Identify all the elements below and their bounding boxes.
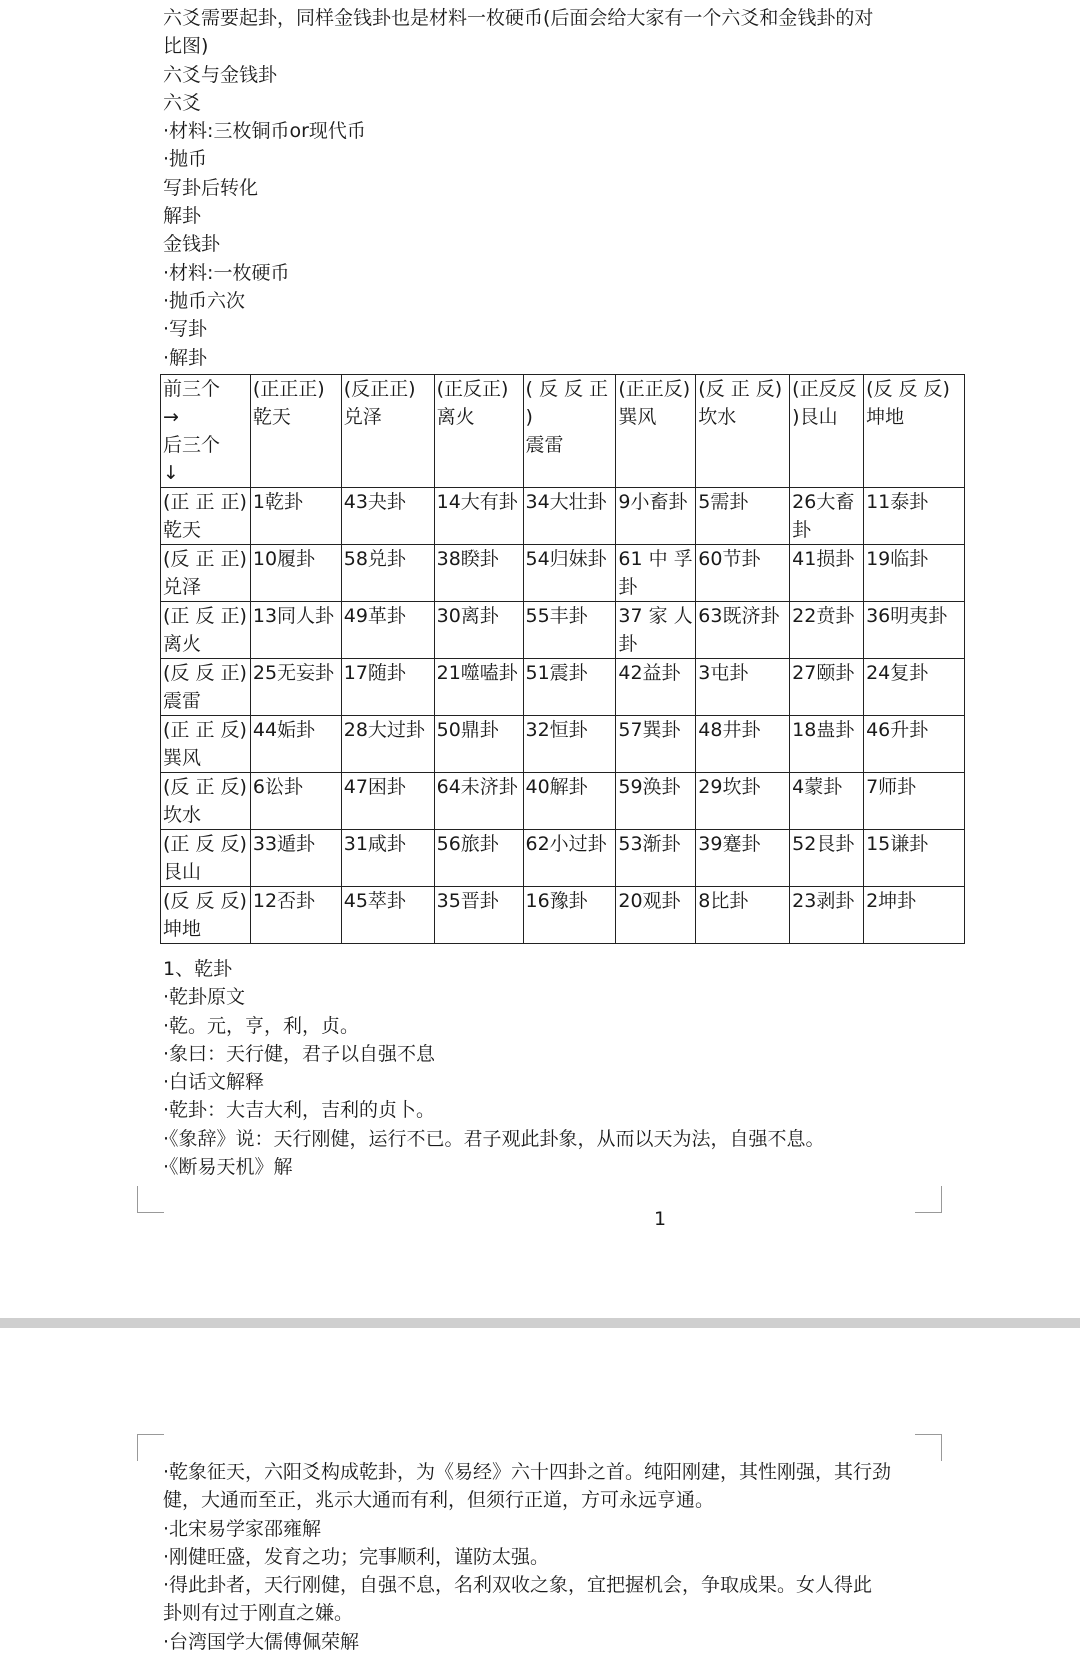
cell-text-line: 7师卦	[866, 776, 917, 798]
cell-text-line: 兑泽	[163, 576, 202, 598]
cell-text-line: 1乾卦	[252, 491, 303, 513]
table-cell	[864, 659, 965, 716]
cell-text-line: 22贲卦	[792, 605, 855, 627]
table-row	[161, 716, 965, 773]
cell-text-line: 3屯卦	[698, 662, 749, 684]
cell-text-line: 坎水	[698, 406, 737, 428]
cell-text-line: 8比卦	[698, 890, 749, 912]
cell-text-line: (正 反 正)	[163, 605, 247, 627]
text-line: ·《象辞》说：天行刚健，运行不已。君子观此卦象，从而以天为法，自强不息。	[163, 1127, 825, 1150]
margin-corner-mark	[915, 1186, 942, 1213]
margin-corner-mark	[137, 1434, 164, 1461]
cell-text-line: 53渐卦	[618, 833, 681, 855]
table-cell	[250, 716, 341, 773]
table-row-header-cell	[161, 375, 251, 488]
table-cell	[790, 488, 864, 545]
table-cell	[523, 716, 616, 773]
intro-text	[163, 4, 923, 372]
cell-text-line: (反 正 反)	[163, 776, 247, 798]
table-row	[161, 488, 965, 545]
table-header-cell	[864, 375, 965, 488]
margin-corner-mark	[137, 1186, 164, 1213]
table-header-cell	[696, 375, 790, 488]
table-row	[161, 887, 965, 944]
table-header-cell	[250, 375, 341, 488]
table-cell	[434, 773, 523, 830]
cell-text-line: 艮山	[163, 861, 202, 883]
table-row-header-cell	[161, 716, 251, 773]
cell-text-line: (反 正 反)	[698, 378, 783, 400]
table-cell	[523, 602, 616, 659]
cell-text-line: 11泰卦	[866, 491, 929, 513]
table-cell	[616, 773, 696, 830]
hexagram-table	[160, 374, 965, 944]
cell-text-line: (反正正)	[343, 378, 416, 400]
section-heading: 1、乾卦	[163, 958, 233, 980]
table-cell	[864, 773, 965, 830]
cell-text-line: 29坎卦	[698, 776, 761, 798]
cell-text-line: 14大有卦	[436, 491, 518, 513]
cell-text-line: 乾天	[163, 519, 202, 541]
cell-text-line: 30离卦	[436, 605, 499, 627]
text-line: ·北宋易学家邵雍解	[163, 1517, 322, 1540]
table-row	[161, 773, 965, 830]
table-cell	[434, 602, 523, 659]
table-cell	[790, 659, 864, 716]
cell-text-line: 坤地	[163, 918, 202, 940]
table-cell	[341, 887, 434, 944]
text-line: 解卦	[163, 205, 202, 228]
table-cell	[523, 830, 616, 887]
cell-text-line: 6讼卦	[252, 776, 303, 798]
table-cell	[616, 716, 696, 773]
table-cell	[864, 488, 965, 545]
text-line: 金钱卦	[163, 233, 221, 256]
cell-text-line: 41损卦	[792, 548, 855, 570]
table-cell	[790, 887, 864, 944]
cell-text-line: 42益卦	[618, 662, 681, 684]
cell-text-line: 55丰卦	[525, 605, 588, 627]
table-cell	[250, 488, 341, 545]
table-cell	[864, 830, 965, 887]
cell-text-line: 38睽卦	[436, 548, 499, 570]
cell-text-line: 51震卦	[525, 662, 588, 684]
cell-text-line: 62小过卦	[525, 833, 607, 855]
table-cell	[250, 830, 341, 887]
text-line: ·解卦	[163, 346, 208, 369]
cell-text-line: 23剥卦	[792, 890, 855, 912]
text-line: ·材料:三枚铜币or现代币	[163, 120, 366, 143]
table-cell	[434, 659, 523, 716]
cell-text-line: 巽风	[163, 747, 202, 769]
cell-text-line: ( 反 反 正	[525, 378, 609, 400]
table-cell	[434, 830, 523, 887]
cell-text-line: 兑泽	[343, 406, 382, 428]
cell-text-line: 61 中 孚	[618, 548, 693, 570]
text-line: 写卦后转化	[163, 176, 259, 199]
text-line: ·材料:一枚硬币	[163, 261, 290, 284]
cell-text-line: 40解卦	[525, 776, 588, 798]
cell-text-line: 后三个	[163, 434, 221, 456]
table-cell	[523, 545, 616, 602]
cell-text-line: 46升卦	[866, 719, 929, 741]
cell-text-line: 震雷	[163, 690, 202, 712]
cell-text-line: 45萃卦	[343, 890, 406, 912]
table-cell	[790, 545, 864, 602]
table-cell	[250, 545, 341, 602]
cell-text-line: 21噬嗑卦	[436, 662, 518, 684]
table-cell	[250, 659, 341, 716]
table-cell	[250, 887, 341, 944]
table-cell	[864, 545, 965, 602]
cell-text-line: 19临卦	[866, 548, 929, 570]
cell-text-line: 坤地	[866, 406, 905, 428]
table-cell	[434, 716, 523, 773]
table-cell	[616, 659, 696, 716]
text-line: ·台湾国学大儒傅佩荣解	[163, 1630, 360, 1653]
table-cell	[616, 830, 696, 887]
text-line: ·乾卦：大吉大利，吉利的贞卜。	[163, 1099, 436, 1122]
table-cell	[341, 545, 434, 602]
text-line: ·乾。元，亨，利，贞。	[163, 1014, 360, 1037]
cell-text-line: 33遁卦	[252, 833, 316, 855]
table-cell	[434, 545, 523, 602]
cell-text-line: 52艮卦	[792, 833, 855, 855]
cell-text-line: 4蒙卦	[792, 776, 843, 798]
cell-text-line: (正正正)	[252, 378, 325, 400]
table-cell	[341, 488, 434, 545]
table-row-header-cell	[161, 488, 251, 545]
table-cell	[790, 830, 864, 887]
cell-text-line: 2坤卦	[866, 890, 917, 912]
table-cell	[434, 887, 523, 944]
text-line: ·抛币六次	[163, 289, 246, 312]
text-line: ·得此卦者，天行刚健，自强不息，名利双收之象，宜把握机会，争取成果。女人得此	[163, 1574, 873, 1597]
table-row-header-cell	[161, 887, 251, 944]
table-cell	[341, 773, 434, 830]
table-cell	[696, 545, 790, 602]
document-page-2	[0, 1328, 1080, 1656]
margin-corner-mark	[915, 1434, 942, 1461]
text-line: 比图)	[163, 35, 209, 58]
table-cell	[434, 488, 523, 545]
table-cell	[696, 659, 790, 716]
table-cell	[696, 488, 790, 545]
table-cell	[696, 830, 790, 887]
cell-text-line: 39蹇卦	[698, 833, 761, 855]
table-cell	[696, 602, 790, 659]
cell-text-line: (正 正 正)	[163, 491, 247, 513]
table-header-cell	[434, 375, 523, 488]
cell-text-line: 卦	[618, 576, 638, 598]
cell-text-line: 56旅卦	[436, 833, 499, 855]
table-cell	[523, 773, 616, 830]
cell-text-line: (正 正 反)	[163, 719, 247, 741]
table-cell	[341, 602, 434, 659]
table-header-cell	[523, 375, 616, 488]
table-cell	[696, 773, 790, 830]
table-cell	[616, 545, 696, 602]
cell-text-line: 27颐卦	[792, 662, 855, 684]
table-cell	[864, 602, 965, 659]
table-header-row	[161, 375, 965, 488]
text-line: 卦则有过于刚直之嫌。	[163, 1602, 354, 1625]
text-line: ·白话文解释	[163, 1071, 265, 1094]
table-cell	[864, 716, 965, 773]
cell-text-line: 47困卦	[343, 776, 406, 798]
cell-text-line: 巽风	[618, 406, 657, 428]
table-header-cell	[341, 375, 434, 488]
cell-text-line: 44姤卦	[252, 719, 316, 741]
cell-text-line: 17随卦	[343, 662, 406, 684]
text-line: ·写卦	[163, 318, 208, 341]
cell-text-line: 57巽卦	[618, 719, 681, 741]
cell-text-line: 25无妄卦	[252, 662, 335, 684]
table-row	[161, 659, 965, 716]
cell-text-line: (正反正)	[436, 378, 509, 400]
text-line: 六爻	[163, 91, 202, 114]
page2-text	[163, 1458, 923, 1656]
cell-text-line: 36明夷卦	[866, 605, 948, 627]
cell-text-line: (反 正 正)	[163, 548, 247, 570]
cell-text-line: 10履卦	[252, 548, 316, 570]
table-cell	[790, 716, 864, 773]
text-line: ·象曰：天行健，君子以自强不息	[163, 1042, 436, 1065]
cell-text-line: ↓	[163, 462, 179, 484]
cell-text-line: 54归妹卦	[525, 548, 607, 570]
cell-text-line: 9小畜卦	[618, 491, 688, 513]
table-cell	[864, 887, 965, 944]
cell-text-line: 15谦卦	[866, 833, 929, 855]
table-cell	[696, 716, 790, 773]
table-cell	[523, 659, 616, 716]
table-cell	[250, 602, 341, 659]
table-row-header-cell	[161, 545, 251, 602]
cell-text-line: 37 家 人	[618, 605, 693, 627]
text-line: ·《断易天机》解	[163, 1156, 293, 1179]
text-line: ·乾卦原文	[163, 986, 246, 1009]
cell-text-line: 12否卦	[252, 890, 316, 912]
cell-text-line: 前三个	[163, 378, 221, 400]
cell-text-line: 50鼎卦	[436, 719, 499, 741]
cell-text-line: 24复卦	[866, 662, 929, 684]
cell-text-line: 卦	[792, 519, 812, 541]
cell-text-line: (正正反)	[618, 378, 691, 400]
cell-text-line: 63既济卦	[698, 605, 780, 627]
cell-text-line: →	[163, 406, 179, 428]
cell-text-line: 60节卦	[698, 548, 761, 570]
table-cell	[790, 773, 864, 830]
text-line: ·乾象征天，六阳爻构成乾卦，为《易经》六十四卦之首。纯阳刚建，其性刚强，其行劲	[163, 1461, 892, 1483]
cell-text-line: 43夬卦	[343, 491, 406, 513]
table-cell	[341, 830, 434, 887]
table-row	[161, 602, 965, 659]
text-line: ·刚健旺盛，发育之功；完事顺利，谨防太强。	[163, 1545, 550, 1568]
cell-text-line: 64未济卦	[436, 776, 518, 798]
cell-text-line: (反 反 正)	[163, 662, 247, 684]
cell-text-line: 49革卦	[343, 605, 406, 627]
cell-text-line: )	[525, 406, 533, 428]
cell-text-line: 卦	[618, 633, 638, 655]
cell-text-line: 32恒卦	[525, 719, 588, 741]
cell-text-line: 34大壮卦	[525, 491, 607, 513]
cell-text-line: 13同人卦	[252, 605, 335, 627]
page-separator	[0, 1318, 1080, 1328]
text-line: 六爻需要起卦，同样金钱卦也是材料一枚硬币(后面会给大家有一个六爻和金钱卦的对	[163, 7, 874, 29]
cell-text-line: 31咸卦	[343, 833, 406, 855]
cell-text-line: 震雷	[525, 434, 564, 456]
cell-text-line: 26大畜	[792, 491, 855, 513]
cell-text-line: 18蛊卦	[792, 719, 855, 741]
table-cell	[341, 716, 434, 773]
cell-text-line: (正反反	[792, 378, 857, 400]
cell-text-line: (正 反 反)	[163, 833, 247, 855]
table-row-header-cell	[161, 830, 251, 887]
qian-section-text	[163, 955, 923, 1181]
cell-text-line: 48井卦	[698, 719, 761, 741]
text-line: 六爻与金钱卦	[163, 63, 278, 86]
table-cell	[790, 602, 864, 659]
cell-text-line: 59涣卦	[618, 776, 681, 798]
cell-text-line: )艮山	[792, 406, 838, 428]
cell-text-line: 坎水	[163, 804, 202, 826]
cell-text-line: 乾天	[252, 406, 291, 428]
cell-text-line: (反 反 反)	[163, 890, 247, 912]
text-line: 健，大通而至正，兆示大通而有利，但须行正道，方可永远亨通。	[163, 1489, 715, 1512]
table-cell	[341, 659, 434, 716]
table-cell	[696, 887, 790, 944]
table-row-header-cell	[161, 602, 251, 659]
table-cell	[616, 488, 696, 545]
table-row	[161, 830, 965, 887]
cell-text-line: 16豫卦	[525, 890, 588, 912]
cell-text-line: 20观卦	[618, 890, 681, 912]
table-header-cell	[616, 375, 696, 488]
table-cell	[616, 602, 696, 659]
table-header-cell	[790, 375, 864, 488]
cell-text-line: 离火	[163, 633, 202, 655]
cell-text-line: (反 反 反)	[866, 378, 950, 400]
cell-text-line: 28大过卦	[343, 719, 425, 741]
table-row	[161, 545, 965, 602]
cell-text-line: 58兑卦	[343, 548, 406, 570]
cell-text-line: 离火	[436, 406, 475, 428]
cell-text-line: 5需卦	[698, 491, 749, 513]
table-cell	[250, 773, 341, 830]
table-cell	[616, 887, 696, 944]
cell-text-line: 35晋卦	[436, 890, 499, 912]
table-cell	[523, 887, 616, 944]
table-row-header-cell	[161, 773, 251, 830]
page-number: 1	[654, 1208, 667, 1230]
table-row-header-cell	[161, 659, 251, 716]
text-line: ·抛币	[163, 148, 208, 171]
table-cell	[523, 488, 616, 545]
